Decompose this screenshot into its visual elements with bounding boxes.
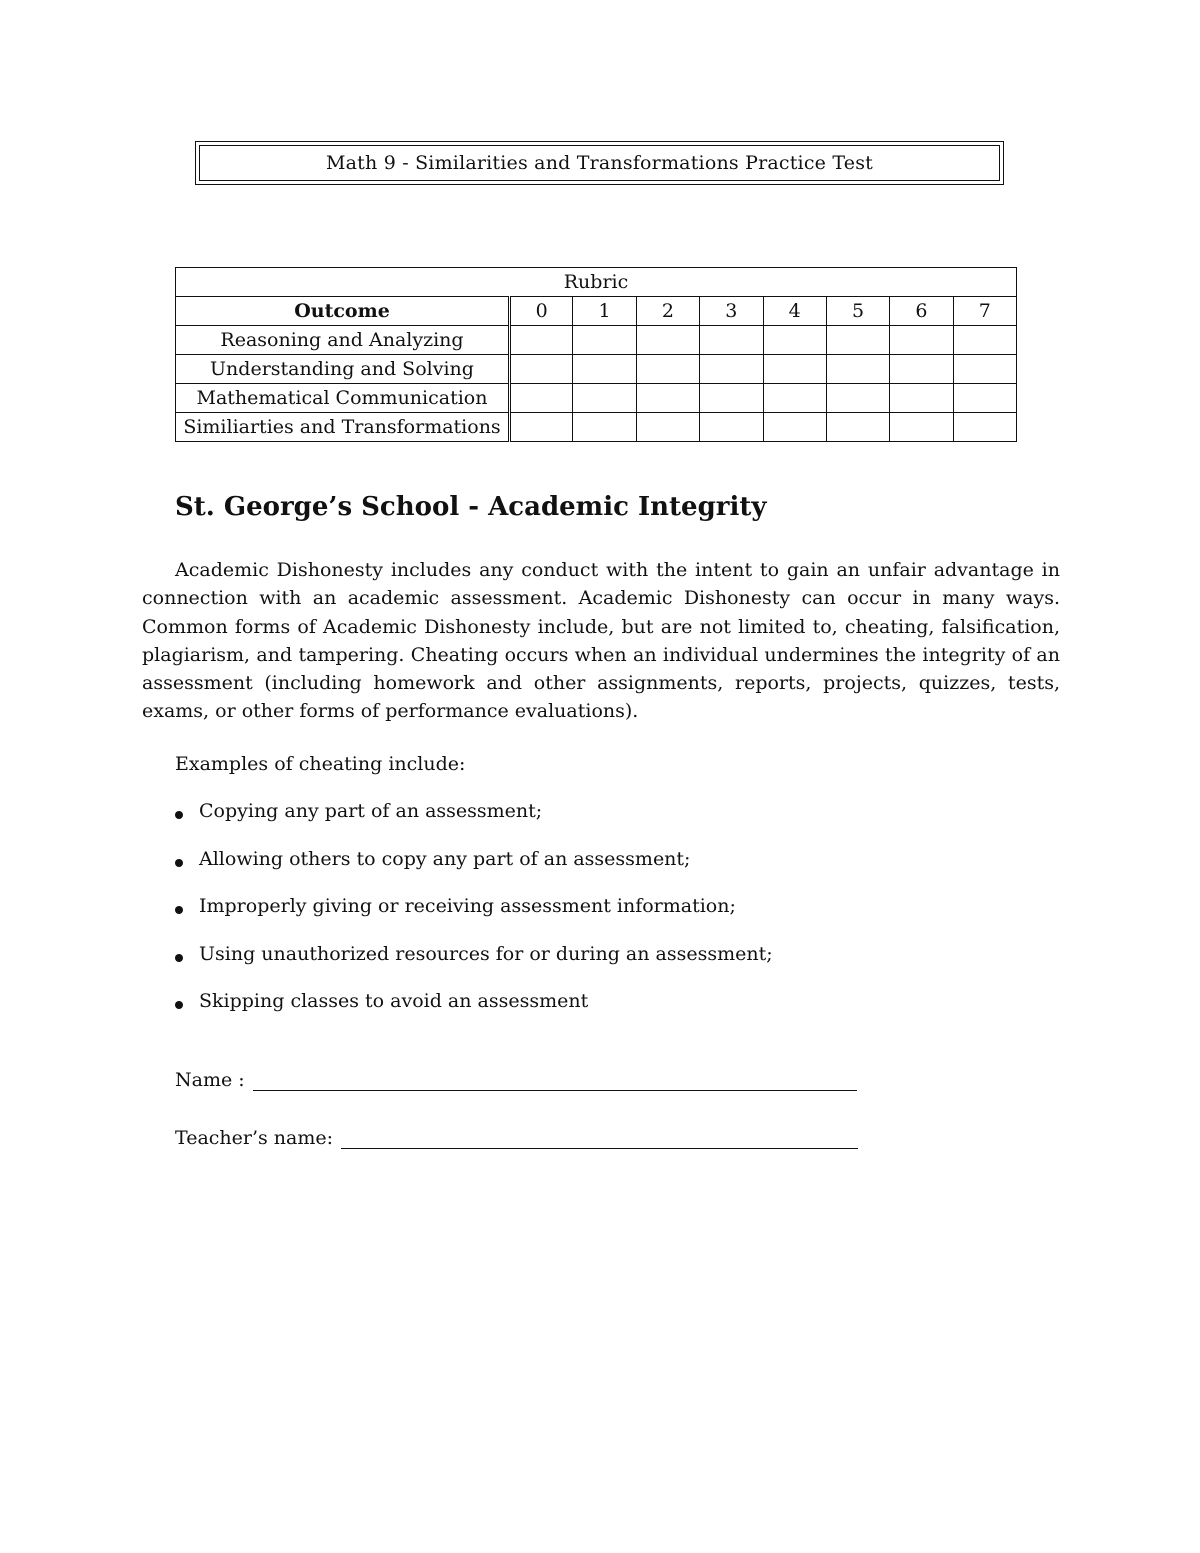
score-cell[interactable] <box>573 326 636 355</box>
list-item <box>175 990 773 1038</box>
score-header: 6 <box>890 297 953 326</box>
score-cell[interactable] <box>636 355 699 384</box>
score-cell[interactable] <box>890 355 953 384</box>
page-title: Math 9 - Similarities and Transformations Practice Test <box>199 145 1000 181</box>
bullet-icon <box>175 906 183 914</box>
score-cell[interactable] <box>763 413 826 442</box>
list-item <box>175 943 773 991</box>
score-header: 2 <box>636 297 699 326</box>
score-cell[interactable] <box>510 326 573 355</box>
score-cell[interactable] <box>510 413 573 442</box>
bullet-icon <box>175 954 183 962</box>
score-cell[interactable] <box>826 413 889 442</box>
score-header: 3 <box>700 297 763 326</box>
score-cell[interactable] <box>510 355 573 384</box>
list-item <box>175 895 773 943</box>
rubric-row <box>176 384 1017 413</box>
outcome-label: Understanding and Solving <box>176 355 510 384</box>
score-cell[interactable] <box>890 326 953 355</box>
rubric-row <box>176 355 1017 384</box>
score-cell[interactable] <box>953 384 1016 413</box>
score-cell[interactable] <box>826 384 889 413</box>
teacher-name-field <box>175 1126 858 1149</box>
score-cell[interactable] <box>636 326 699 355</box>
name-label: Name : <box>175 1069 245 1091</box>
bullet-icon <box>175 1001 183 1009</box>
score-cell[interactable] <box>700 355 763 384</box>
score-cell[interactable] <box>826 326 889 355</box>
score-cell[interactable] <box>953 413 1016 442</box>
score-header: 7 <box>953 297 1016 326</box>
score-header: 1 <box>573 297 636 326</box>
score-header: 4 <box>763 297 826 326</box>
score-cell[interactable] <box>700 326 763 355</box>
outcome-label: Similiarties and Transformations <box>176 413 510 442</box>
score-header: 0 <box>510 297 573 326</box>
rubric-caption: Rubric <box>176 268 1017 297</box>
outcome-label: Mathematical Communication <box>176 384 510 413</box>
score-cell[interactable] <box>763 326 826 355</box>
score-cell[interactable] <box>636 384 699 413</box>
bullet-icon <box>175 859 183 867</box>
score-cell[interactable] <box>573 355 636 384</box>
list-item-text: Allowing others to copy any part of an assessment; <box>199 847 691 870</box>
outcome-header: Outcome <box>176 297 510 326</box>
list-item-text: Skipping classes to avoid an assessment <box>199 990 589 1013</box>
score-header: 5 <box>826 297 889 326</box>
score-cell[interactable] <box>763 355 826 384</box>
name-field <box>175 1068 857 1091</box>
list-item-text: Improperly giving or receiving assessment information; <box>199 895 736 918</box>
score-cell[interactable] <box>700 413 763 442</box>
integrity-heading: St. George’s School - Academic Integrity <box>175 492 767 522</box>
score-cell[interactable] <box>573 413 636 442</box>
list-item-text: Using unauthorized resources for or during an assessment; <box>199 942 773 965</box>
name-input-line[interactable] <box>253 1068 857 1091</box>
score-cell[interactable] <box>826 355 889 384</box>
score-cell[interactable] <box>890 384 953 413</box>
rubric-row <box>176 326 1017 355</box>
examples-intro: Examples of cheating include: <box>175 753 466 775</box>
score-cell[interactable] <box>573 384 636 413</box>
examples-list <box>175 800 773 1038</box>
outcome-label: Reasoning and Analyzing <box>176 326 510 355</box>
title-box <box>195 141 1004 185</box>
rubric-row <box>176 413 1017 442</box>
score-cell[interactable] <box>890 413 953 442</box>
list-item <box>175 848 773 896</box>
rubric-table <box>175 267 1017 442</box>
score-cell[interactable] <box>636 413 699 442</box>
score-cell[interactable] <box>510 384 573 413</box>
list-item <box>175 800 773 848</box>
bullet-icon <box>175 811 183 819</box>
score-cell[interactable] <box>700 384 763 413</box>
score-cell[interactable] <box>953 355 1016 384</box>
list-item-text: Copying any part of an assessment; <box>199 800 543 822</box>
score-cell[interactable] <box>763 384 826 413</box>
teacher-name-input-line[interactable] <box>341 1126 858 1149</box>
integrity-paragraph: Academic Dishonesty includes any conduct with the intent to gain an unfair advantage in connection with an academic assessment. Academic Dishonesty can occur in many ways. Common forms of Academic Dishonesty include, but are not limited to, cheating, falsification, plagiarism, and tampering. Cheating occurs when an individual undermines the integrity of an assessment (including homework and other assignments, reports, projects, quizzes, tests, exams, or other forms of performance evaluations). <box>142 559 1060 723</box>
teacher-name-label: Teacher’s name: <box>175 1127 334 1149</box>
score-cell[interactable] <box>953 326 1016 355</box>
